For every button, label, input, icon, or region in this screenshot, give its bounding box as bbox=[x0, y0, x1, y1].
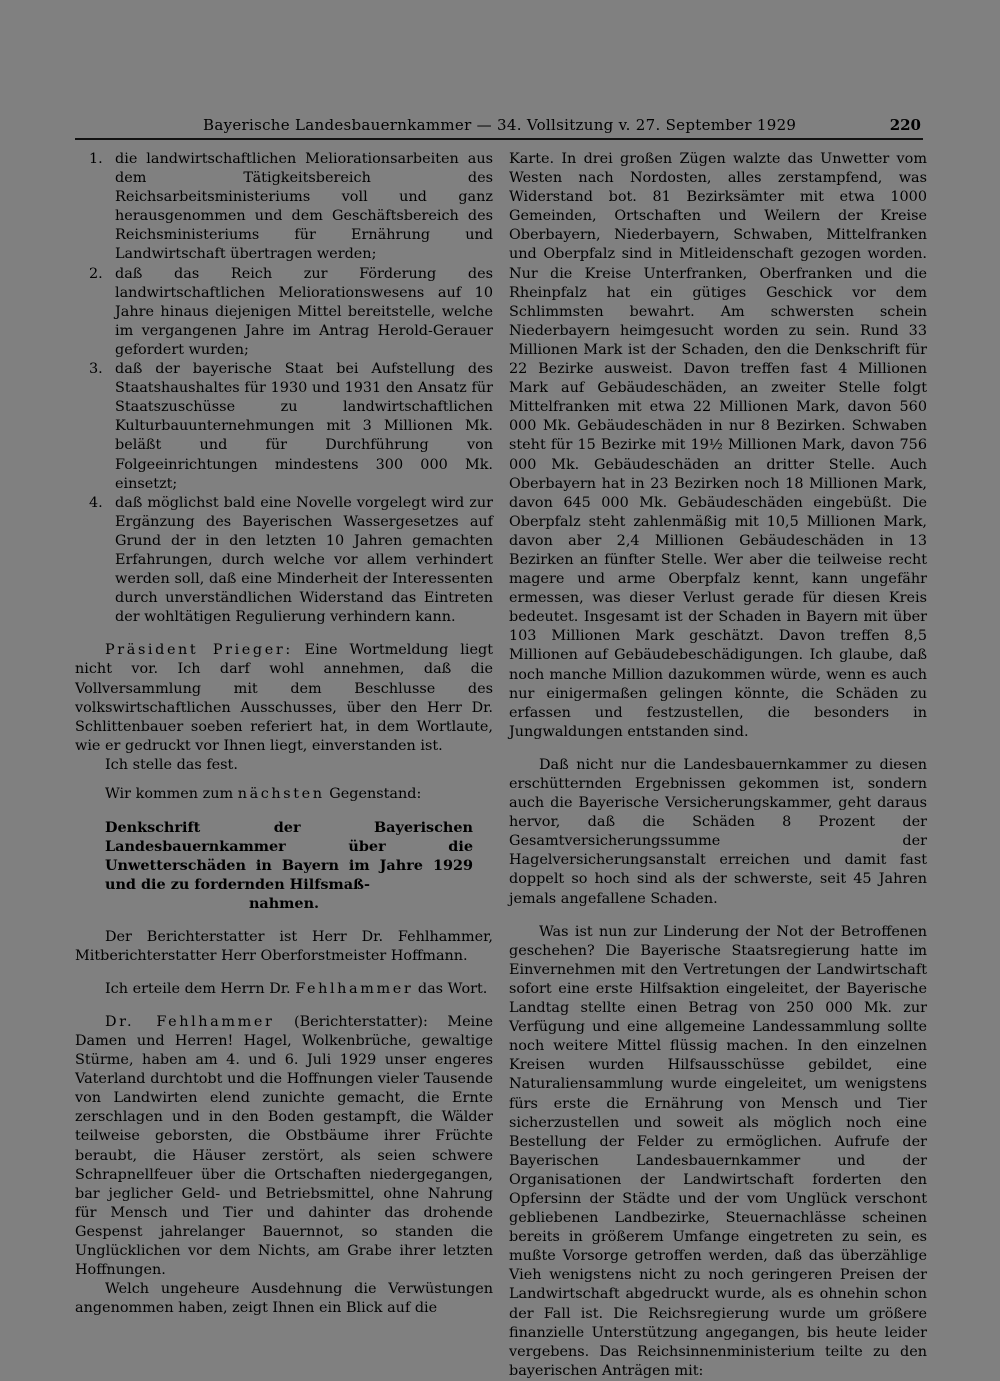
list-item-text: daß das Reich zur Förderung des landwirtschaftlichen Meliorationswesens auf 10 Jahre hinaus diejenigen Mittel bereitstelle, welche im vergangenen Jahre im Antrag Herold-Gerauer gefordert wurden; bbox=[115, 265, 493, 358]
list-item-number: 3. bbox=[89, 361, 103, 378]
report-paragraph: Karte. In drei großen Zügen walzte das Unwetter vom Westen nach Nordosten, alles zerstampfend, was Widerstand bot. 81 Bezirksämter mit etwa 1000 Gemeinden, Ortschaften und Weilern der Kreise Oberbayern, Niederbayern, Schwaben, Mittelfranken und Oberpfalz sind in Mitleidenschaft gezogen worden. Nur die Kreise Unterfranken, Oberfranken und die Rheinpfalz hat ein gütiges Geschick vor dem Schlimmsten bewahrt. Am schwersten schein Niederbayern heimgesucht worden zu sein. Rund 33 Millionen Mark ist der Schaden, den die Denkschrift für 22 Bezirke ausweist. Davon treffen fast 4 Millionen Mark auf Gebäudeschäden, an zweiter Stelle folgt Mittelfranken mit etwa 22 Millionen Mark, davon 560 000 Mk. Gebäudeschäden in nur 8 Bezirken. Schwaben steht für 15 Bezirke mit 19½ Millionen Mark, davon 756 000 Mk. Gebäudeschäden an dritter Stelle. Auch Oberbayern hat in 23 Bezirken noch 18 Millionen Mark, davon 645 000 Mk. Gebäudeschäden eingebüßt. Die Oberpfalz steht zahlenmäßig mit 10,5 Millionen Mark, davon aber 2,4 Millionen Gebäudeschäden in 13 Bezirken an fünfter Stelle. Wer aber die teilweise recht magere und arme Oberpfalz kennt, kann ungefähr ermessen, was dieser Verlust gerade für diesen Kreis bedeutet. Insgesamt ist der Schaden in Bayern mit über 103 Millionen Mark geschätzt. Davon treffen 8,5 Millionen auf Gebäudebeschädigungen. Ich glaube, daß noch manche Million dazukommen würde, wenn es auch nur einigermaßen gelingen könnte, die Schäden zu erfassen und festzustellen, die besonders in Jungwaldungen entstanden sind. bbox=[509, 151, 927, 740]
list-item bbox=[89, 360, 493, 494]
page-header bbox=[75, 114, 923, 140]
proposal-list bbox=[75, 150, 493, 627]
rapporteur-note: Der Berichterstatter ist Herr Dr. Fehlhammer, Mitberichterstatter Herr Oberforstmeister Hoffmann. bbox=[75, 928, 493, 964]
president-statement: Präsident Prieger: Eine Wortmeldung liegt nicht vor. Ich darf wohl annehmen, daß die Vollversammlung mit dem Beschlusse des volkswirtschaftlichen Ausschusses, über den Herr Dr. Schlittenbauer soeben referiert hat, in dem Wortlaute, wie er gedruckt vor Ihnen liegt, einverstanden ist. bbox=[75, 642, 493, 754]
report-paragraph: Welch ungeheure Ausdehnung die Verwüstungen angenommen haben, zeigt Ihnen ein Blick auf die bbox=[75, 1281, 493, 1317]
speaker-name: Dr. Fehlhammer bbox=[105, 1013, 275, 1030]
right-column bbox=[509, 150, 927, 1381]
list-item-text: die landwirtschaftlichen Meliorationsarbeiten aus dem Tätigkeitsbereich des Reichsarbeitsministeriums voll und ganz herausgenommen und dem Geschäftsbereich des Reichsministeriums für Ernährung und Landwirtschaft übertragen werden; bbox=[115, 151, 493, 263]
list-item-number: 1. bbox=[89, 151, 103, 167]
left-column bbox=[75, 150, 493, 1318]
agenda-heading: Denkschrift der Bayerischen Landesbauernkammer über die Unwetterschäden in Bayern im Jahre 1929 und die zu fordernden Hilfsmaß- bbox=[105, 819, 473, 894]
president-statement-end: Ich stelle das fest. bbox=[105, 756, 238, 773]
report-paragraph: Dr. Fehlhammer (Berichterstatter): Meine Damen und Herren! Hagel, Wolkenbrüche, gewaltige Stürme, haben am 4. und 6. Juli 1929 unser engeres Vaterland durchtobt und die Hoffnungen vieler Tausende von Landwirten elend zunichte gemacht, die Ernte zerschlagen und in den Boden gestampft, die Wälder teilweise geborsten, die Obstbäume ihrer Früchte beraubt, die Häuser zerstört, als seien schwere Schrapnellfeuer über die Ortschaften niedergegangen, bar jeglicher Geld- und Betriebsmittel, ohne Nahrung für Mensch und Tier und dahinter das drohende Gespenst jahrelanger Bauernnot, so standen die Unglücklichen vor dem Nichts, am Grabe ihrer letzten Hoffnungen. bbox=[75, 1013, 493, 1279]
list-item-number: 4. bbox=[89, 494, 103, 511]
page-number: 220 bbox=[889, 116, 921, 134]
report-paragraph: Daß nicht nur die Landesbauernkammer zu diesen erschütternden Ergebnissen gekommen ist, sondern auch die Bayerische Versicherungskammer, geht daraus hervor, daß die Schäden 8 Prozent der Gesamtversicherungssumme der Hagelversicherungsanstalt erreichen und damit fast doppelt so hoch sind als der schwerste, seit 45 Jahren jemals angefallene Schaden. bbox=[509, 756, 927, 907]
report-paragraph: Was ist nun zur Linderung der Not der Betroffenen geschehen? Die Bayerische Staatsregierung hatte im Einvernehmen mit den Vertretungen der Landwirtschaft sofort eine erste Hilfsaktion eingeleitet, der Bayerische Landtag stellte einen Betrag von 250 000 Mk. zur Verfügung und eine allgemeine Landessammlung sollte noch weitere Mittel flüssig machen. In den einzelnen Kreisen wurden Hilfsausschüsse gebildet, eine Naturaliensammlung wurde eingeleitet, um wenigstens fürs erste die Ernährung von Mensch und Tier sicherzustellen und soweit als möglich noch eine Bestellung der Felder zu ermöglichen. Aufrufe der Bayerischen Landesbauernkammer und der Organisationen der Landwirtschaft forderten den Opfersinn der Städte und der vom Unglück verschont gebliebenen Landbezirke, Steuernachlässe scheinen bereits in größerem Umfange eingetreten zu sein, es mußte Vorsorge getroffen werden, daß das überzählige Vieh wenigstens nicht zu noch geringeren Preisen der Landwirtschaft abgedruckt wurde, als es ohnehin schon der Fall ist. Die Reichsregierung wurde um größere finanzielle Unterstützung angegangen, bis heute leider vergebens. Das Reichsinnenministerium teilte zu den bayerischen Anträgen mit: bbox=[509, 923, 927, 1379]
list-item-number: 2. bbox=[89, 265, 103, 282]
list-item bbox=[89, 494, 493, 628]
list-item-text: daß der bayerische Staat bei Aufstellung des Staatshaushaltes für 1930 und 1931 den Ansatz für Staatszuschüsse zu landwirtschaftlichen Kulturbauunternehmungen mit 3 Millionen Mk. beläßt und für Durchführung von Folgeeinrichtungen mindestens 300 000 Mk. einsetzt; bbox=[115, 361, 493, 492]
agenda-transition: Wir kommen zum nächsten Gegenstand: bbox=[105, 786, 422, 802]
agenda-heading-end: nahmen. bbox=[248, 895, 320, 913]
floor-grant: Ich erteile dem Herrn Dr. Fehlhammer das Wort. bbox=[105, 980, 488, 997]
running-title: Bayerische Landesbauernkammer — 34. Vollsitzung v. 27. September 1929 bbox=[203, 116, 797, 134]
list-item bbox=[89, 265, 493, 360]
list-item-text: daß möglichst bald eine Novelle vorgelegt wird zur Ergänzung des Bayerischen Wassergesetzes auf Grund der in den letzten 10 Jahren gemachten Erfahrungen, durch welche vor allem verhindert werden soll, daß eine Minderheit der Interessenten durch unverständlichen Widerstand das Eintreten der wohltätigen Regulierung verhindern kann. bbox=[115, 494, 493, 626]
list-item bbox=[89, 150, 493, 265]
speaker-name: Präsident Prieger: bbox=[105, 642, 293, 659]
